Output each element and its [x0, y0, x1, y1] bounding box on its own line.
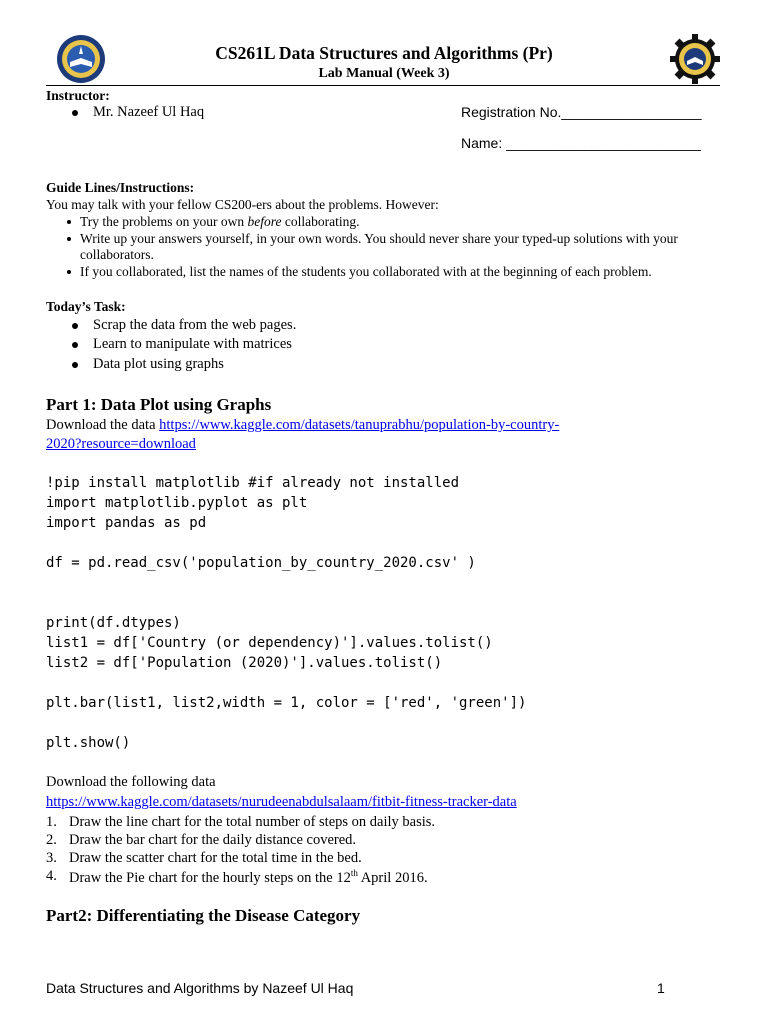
task-item: Learn to manipulate with matrices: [93, 336, 292, 352]
registration-field[interactable]: Registration No.__________________: [461, 104, 702, 120]
step-text: Draw the Pie chart for the hourly steps on the 12th April 2016.: [69, 868, 428, 886]
bullet-icon: [67, 270, 71, 274]
page-number: 1: [657, 980, 665, 996]
code-line: plt.bar(list1, list2,width = 1, color = ['red', 'green']): [46, 695, 527, 711]
instructor-label: Instructor:: [46, 88, 110, 103]
bullet-icon: [72, 362, 78, 368]
guideline-item-3: If you collaborated, list the names of the students you collaborated with at the beginning of each problem.: [80, 264, 652, 279]
guideline-item-2-line1: Write up your answers yourself, in your own words. You should never share your typed-up solutions with your: [80, 231, 678, 246]
name-field[interactable]: Name: _________________________: [461, 135, 701, 151]
code-line: list1 = df['Country (or dependency)'].values.tolist(): [46, 635, 493, 651]
code-line: plt.show(): [46, 735, 131, 751]
download-line-2: [46, 436, 196, 453]
code-line: print(df.dtypes): [46, 615, 181, 631]
part2-heading: Part2: Differentiating the Disease Category: [46, 906, 361, 925]
code-line: list2 = df['Population (2020)'].values.tolist(): [46, 655, 443, 671]
step-number: 4.: [46, 868, 57, 884]
bullet-icon: [72, 323, 78, 329]
code-line: df = pd.read_csv('population_by_country_2020.csv' ): [46, 555, 476, 571]
guideline-item-2-line2: collaborators.: [80, 247, 154, 262]
task-item: Scrap the data from the web pages.: [93, 317, 297, 333]
step-number: 3.: [46, 850, 57, 866]
header-rule: [46, 85, 720, 86]
document-title: CS261L Data Structures and Algorithms (Pr): [215, 43, 553, 63]
bullet-icon: [72, 342, 78, 348]
instructor-name: Mr. Nazeef Ul Haq: [93, 104, 205, 120]
bullet-icon: [72, 110, 78, 116]
step-text: Draw the bar chart for the daily distance covered.: [69, 832, 357, 848]
step-text: Draw the line chart for the total number of steps on daily basis.: [69, 814, 436, 830]
task-item: Data plot using graphs: [93, 356, 224, 372]
dataset-link-population[interactable]: https://www.kaggle.com/datasets/tanuprabhu/population-by-country-: [159, 417, 560, 433]
dataset-link-fitbit[interactable]: https://www.kaggle.com/datasets/nurudeenabdulsalaam/fitbit-fitness-tracker-data: [46, 794, 517, 810]
bullet-icon: [67, 220, 71, 224]
download-line: Download the data https://www.kaggle.com/datasets/tanuprabhu/population-by-country-: [46, 417, 560, 433]
step-number: 1.: [46, 814, 57, 830]
dataset-link-population-cont[interactable]: 2020?resource=download: [46, 436, 196, 452]
code-line: import pandas as pd: [46, 515, 207, 531]
code-line: import matplotlib.pyplot as plt: [46, 495, 308, 511]
part1-heading: Part 1: Data Plot using Graphs: [46, 395, 272, 414]
download-following: Download the following data: [46, 774, 216, 790]
bullet-icon: [67, 237, 71, 241]
code-line: !pip install matplotlib #if already not installed: [46, 475, 460, 491]
step-text: Draw the scatter chart for the total time in the bed.: [69, 850, 362, 866]
guidelines-heading: Guide Lines/Instructions:: [46, 180, 195, 195]
dataset-link-fitbit-row: [46, 794, 517, 811]
step-number: 2.: [46, 832, 57, 848]
guideline-item-1: Try the problems on your own before collaborating.: [80, 214, 360, 229]
guidelines-intro: You may talk with your fellow CS200-ers about the problems. However:: [46, 197, 439, 212]
footer-text: Data Structures and Algorithms by Nazeef Ul Haq: [46, 980, 354, 996]
task-heading: Today’s Task:: [46, 299, 126, 314]
document-subtitle: Lab Manual (Week 3): [318, 66, 450, 81]
